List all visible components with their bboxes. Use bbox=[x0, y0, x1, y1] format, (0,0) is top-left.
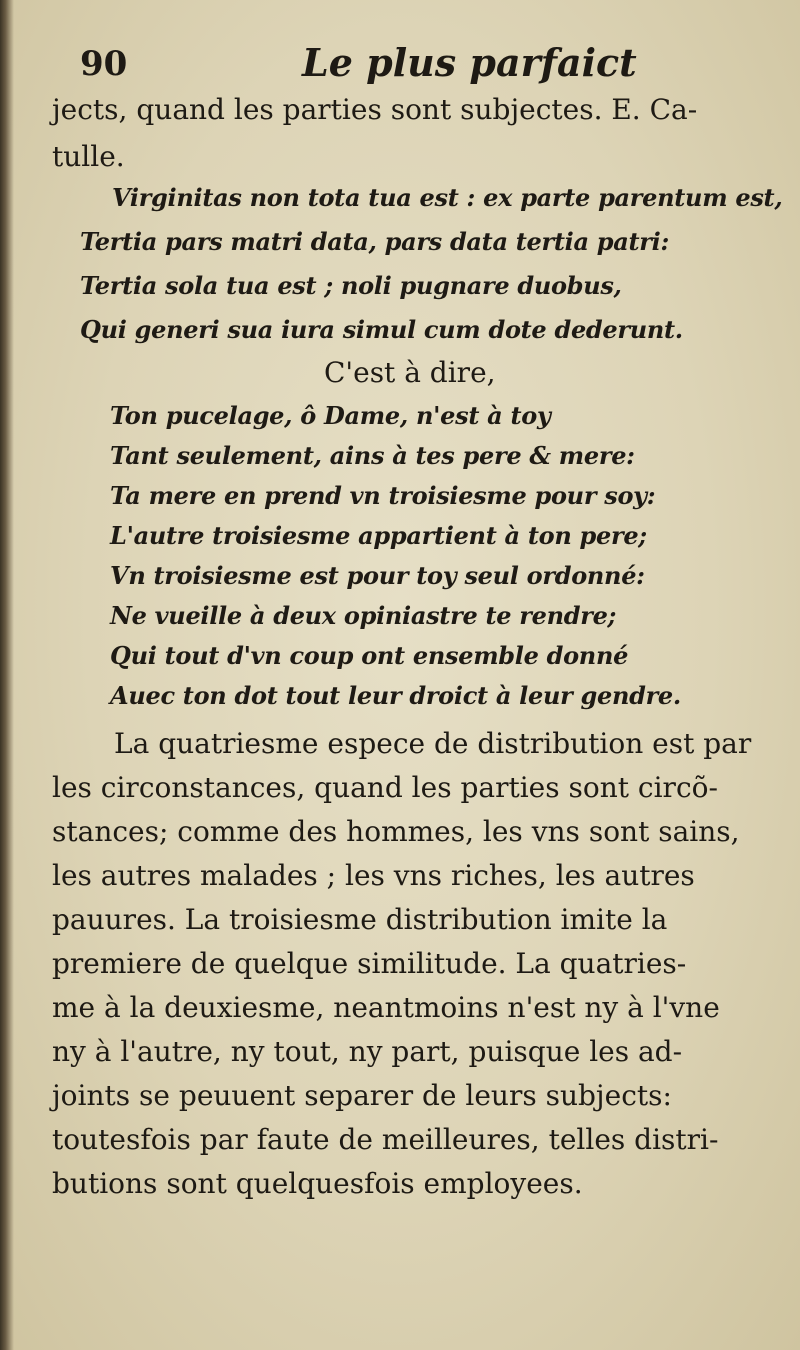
verse-line: Tertia pars matri data, pars data tertia patri: bbox=[80, 227, 670, 256]
verse-line: Ta mere en prend vn troisiesme pour soy: bbox=[110, 481, 656, 510]
verse-line: Tant seulement, ains à tes pere & mere: bbox=[110, 441, 635, 470]
paragraph-line: les autres malades ; les vns riches, les autres bbox=[52, 859, 695, 892]
verse-line: Tertia sola tua est ; noli pugnare duobus, bbox=[80, 271, 622, 300]
binding-shadow bbox=[0, 0, 14, 1350]
intro-text bbox=[52, 84, 772, 178]
paragraph-line: ny à l'autre, ny tout, ny part, puisque les ad- bbox=[52, 1035, 683, 1068]
verse-line: Vn troisiesme est pour toy seul ordonné: bbox=[110, 561, 645, 590]
body-paragraph bbox=[52, 722, 772, 1206]
paragraph-line: me à la deuxiesme, neantmoins n'est ny à l'vne bbox=[52, 991, 720, 1024]
paragraph-line: toutesfois par faute de meilleures, telles distri- bbox=[52, 1123, 719, 1156]
intro-line: tulle. bbox=[52, 140, 125, 173]
verse-line: L'autre troisiesme appartient à ton pere; bbox=[110, 521, 647, 550]
verse-line: Qui generi sua iura simul cum dote dederunt. bbox=[80, 315, 683, 344]
verse-line: Virginitas non tota tua est : ex parte parentum est, bbox=[112, 183, 783, 212]
intro-line: jects, quand les parties sont subjectes. E. Ca- bbox=[52, 93, 698, 126]
verse-line: Ne vueille à deux opiniastre te rendre; bbox=[110, 601, 617, 630]
paragraph-line: joints se peuuent separer de leurs subjects: bbox=[52, 1079, 672, 1112]
transition bbox=[52, 350, 772, 396]
paragraph-line: La quatriesme espece de distribution est par bbox=[114, 727, 752, 760]
page-number: 90 bbox=[80, 44, 128, 84]
transition-line: C'est à dire, bbox=[324, 356, 496, 389]
paragraph-line: butions sont quelquesfois employees. bbox=[52, 1167, 583, 1200]
verse-line: Ton pucelage, ô Dame, n'est à toy bbox=[110, 401, 551, 430]
paragraph-line: les circonstances, quand les parties sont circõ- bbox=[52, 771, 718, 804]
paragraph-line: pauures. La troisiesme distribution imite la bbox=[52, 903, 668, 936]
paragraph-line: premiere de quelque similitude. La quatries- bbox=[52, 947, 687, 980]
verse-line: Qui tout d'vn coup ont ensemble donné bbox=[110, 641, 629, 670]
verse-line: Auec ton dot tout leur droict à leur gendre. bbox=[110, 681, 681, 710]
french-verse bbox=[52, 396, 772, 716]
running-title: Le plus parfaict bbox=[302, 40, 637, 85]
paragraph-line: stances; comme des hommes, les vns sont sains, bbox=[52, 815, 740, 848]
latin-verse bbox=[52, 176, 783, 352]
